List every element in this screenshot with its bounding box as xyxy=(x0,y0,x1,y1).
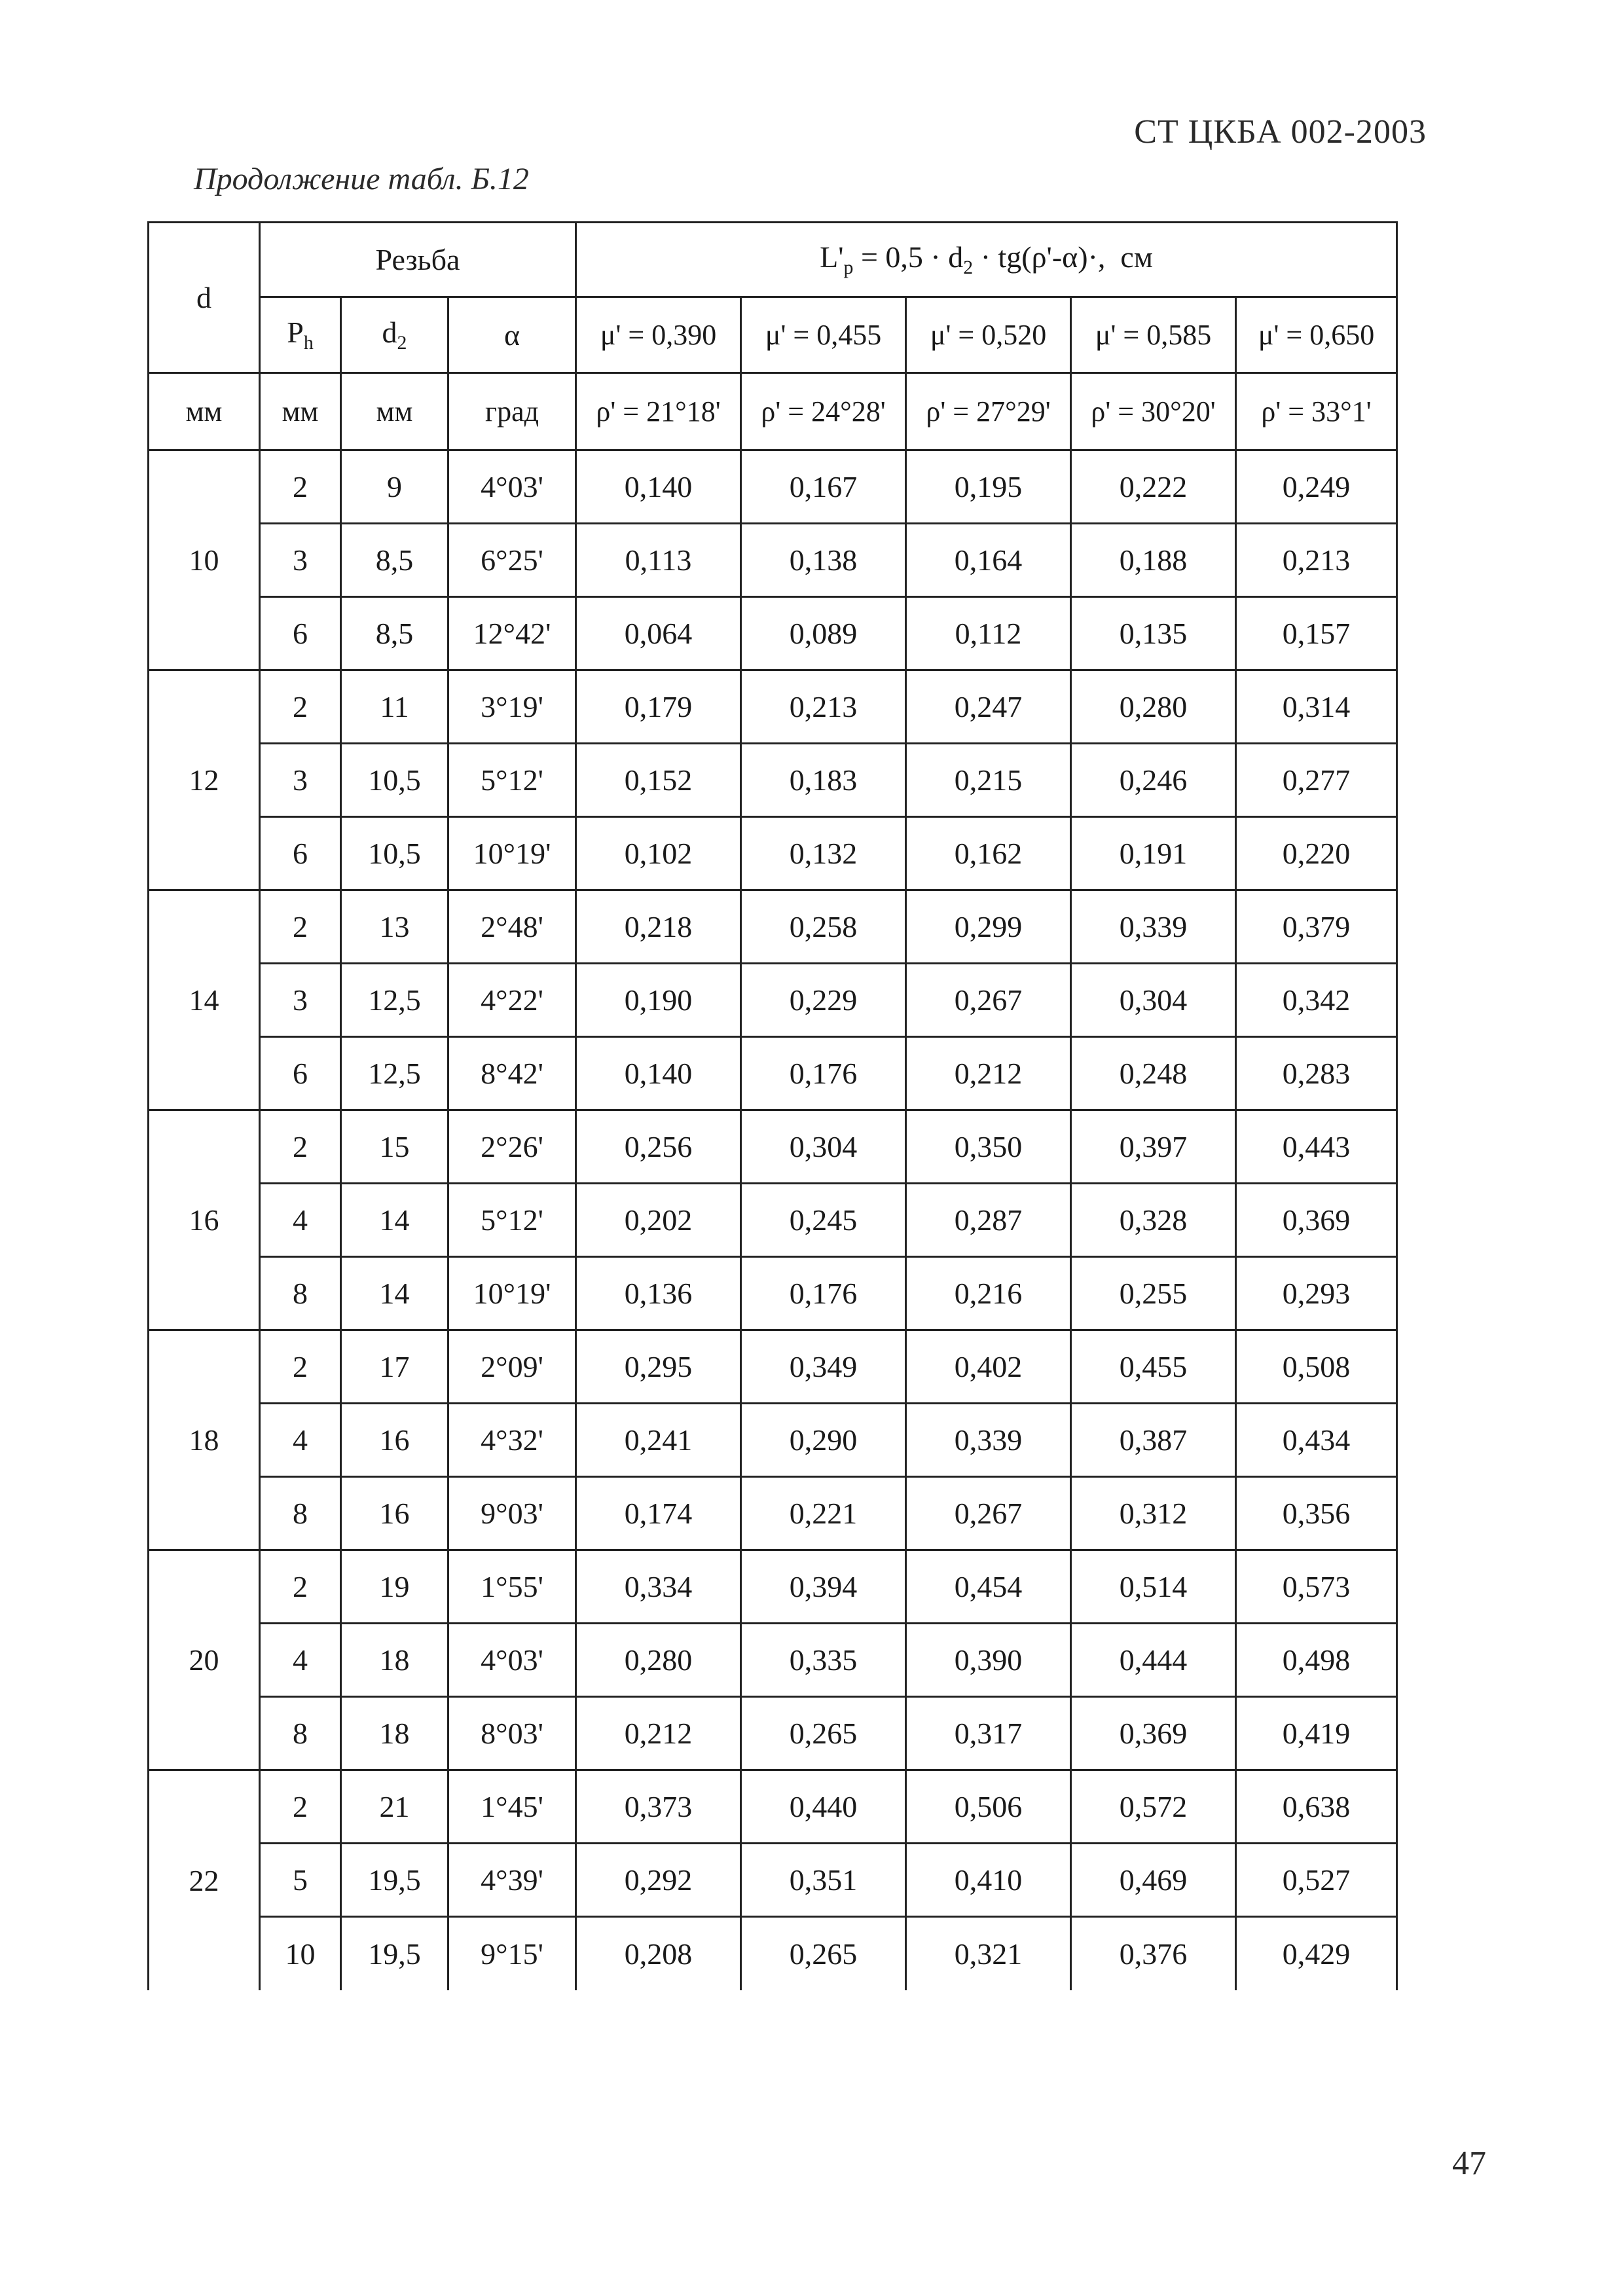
table-row xyxy=(149,597,1397,670)
header-rho-2: ρ' = 24°28' xyxy=(741,373,906,450)
cell-d: 20 xyxy=(149,1550,260,1770)
cell-value-1: 0,190 xyxy=(576,964,741,1037)
friction-table xyxy=(147,221,1398,1990)
cell-value-5: 0,429 xyxy=(1236,1917,1397,1990)
cell-value-4: 0,572 xyxy=(1071,1770,1236,1844)
cell-ph: 2 xyxy=(260,1770,341,1844)
cell-value-4: 0,304 xyxy=(1071,964,1236,1037)
cell-value-3: 0,506 xyxy=(906,1770,1071,1844)
table-row xyxy=(149,1404,1397,1477)
cell-ph: 4 xyxy=(260,1624,341,1697)
cell-d2: 12,5 xyxy=(341,964,448,1037)
cell-alpha: 4°03' xyxy=(448,1624,576,1697)
cell-value-5: 0,213 xyxy=(1236,524,1397,597)
cell-d2: 16 xyxy=(341,1477,448,1550)
cell-value-2: 0,349 xyxy=(741,1330,906,1404)
cell-value-3: 0,390 xyxy=(906,1624,1071,1697)
cell-value-1: 0,202 xyxy=(576,1184,741,1257)
cell-d2: 19,5 xyxy=(341,1844,448,1917)
cell-value-5: 0,369 xyxy=(1236,1184,1397,1257)
cell-alpha: 4°32' xyxy=(448,1404,576,1477)
cell-value-2: 0,167 xyxy=(741,450,906,524)
cell-d: 14 xyxy=(149,890,260,1110)
cell-value-1: 0,136 xyxy=(576,1257,741,1330)
cell-value-2: 0,304 xyxy=(741,1110,906,1184)
cell-value-5: 0,573 xyxy=(1236,1550,1397,1624)
cell-ph: 8 xyxy=(260,1697,341,1770)
table-row xyxy=(149,1624,1397,1697)
cell-ph: 2 xyxy=(260,890,341,964)
cell-value-4: 0,191 xyxy=(1071,817,1236,890)
cell-value-1: 0,292 xyxy=(576,1844,741,1917)
cell-value-5: 0,293 xyxy=(1236,1257,1397,1330)
cell-value-2: 0,258 xyxy=(741,890,906,964)
table-row xyxy=(149,817,1397,890)
cell-value-4: 0,376 xyxy=(1071,1917,1236,1990)
cell-value-5: 0,443 xyxy=(1236,1110,1397,1184)
cell-ph: 2 xyxy=(260,670,341,744)
header-formula: $L'_p = 0,5 \cdot d_2 \cdot tg(\rho'-\alpha)\cdot$, см xyxy=(576,223,1397,297)
cell-ph: 6 xyxy=(260,597,341,670)
table-row xyxy=(149,1110,1397,1184)
cell-d2: 8,5 xyxy=(341,524,448,597)
cell-value-5: 0,314 xyxy=(1236,670,1397,744)
cell-value-2: 0,132 xyxy=(741,817,906,890)
table-row xyxy=(149,524,1397,597)
cell-value-4: 0,135 xyxy=(1071,597,1236,670)
cell-d2: 9 xyxy=(341,450,448,524)
cell-value-2: 0,351 xyxy=(741,1844,906,1917)
cell-d: 10 xyxy=(149,450,260,670)
cell-value-4: 0,246 xyxy=(1071,744,1236,817)
cell-alpha: 8°42' xyxy=(448,1037,576,1110)
cell-value-2: 0,221 xyxy=(741,1477,906,1550)
cell-value-2: 0,229 xyxy=(741,964,906,1037)
cell-alpha: 5°12' xyxy=(448,1184,576,1257)
cell-value-3: 0,454 xyxy=(906,1550,1071,1624)
cell-value-3: 0,162 xyxy=(906,817,1071,890)
table-row xyxy=(149,1697,1397,1770)
cell-value-2: 0,335 xyxy=(741,1624,906,1697)
table-row xyxy=(149,1257,1397,1330)
cell-value-1: 0,113 xyxy=(576,524,741,597)
cell-value-1: 0,140 xyxy=(576,1037,741,1110)
cell-value-4: 0,455 xyxy=(1071,1330,1236,1404)
cell-value-2: 0,089 xyxy=(741,597,906,670)
cell-alpha: 2°09' xyxy=(448,1330,576,1404)
cell-value-1: 0,140 xyxy=(576,450,741,524)
cell-d: 12 xyxy=(149,670,260,890)
cell-value-5: 0,419 xyxy=(1236,1697,1397,1770)
cell-alpha: 2°26' xyxy=(448,1110,576,1184)
cell-value-1: 0,334 xyxy=(576,1550,741,1624)
cell-d2: 19 xyxy=(341,1550,448,1624)
cell-alpha: 8°03' xyxy=(448,1697,576,1770)
cell-value-2: 0,213 xyxy=(741,670,906,744)
cell-value-3: 0,267 xyxy=(906,1477,1071,1550)
cell-d2: 19,5 xyxy=(341,1917,448,1990)
header-mu-3: μ' = 0,520 xyxy=(906,297,1071,373)
cell-d2: 8,5 xyxy=(341,597,448,670)
cell-value-3: 0,350 xyxy=(906,1110,1071,1184)
cell-alpha: 9°03' xyxy=(448,1477,576,1550)
cell-alpha: 4°22' xyxy=(448,964,576,1037)
cell-value-3: 0,299 xyxy=(906,890,1071,964)
cell-alpha: 6°25' xyxy=(448,524,576,597)
cell-value-5: 0,434 xyxy=(1236,1404,1397,1477)
cell-value-3: 0,164 xyxy=(906,524,1071,597)
cell-alpha: 2°48' xyxy=(448,890,576,964)
cell-value-4: 0,255 xyxy=(1071,1257,1236,1330)
cell-ph: 8 xyxy=(260,1477,341,1550)
table-row xyxy=(149,1477,1397,1550)
unit-alpha: град xyxy=(448,373,576,450)
cell-value-3: 0,216 xyxy=(906,1257,1071,1330)
cell-value-4: 0,222 xyxy=(1071,450,1236,524)
cell-value-3: 0,317 xyxy=(906,1697,1071,1770)
cell-alpha: 10°19' xyxy=(448,1257,576,1330)
header-rho-3: ρ' = 27°29' xyxy=(906,373,1071,450)
cell-value-1: 0,179 xyxy=(576,670,741,744)
cell-d2: 21 xyxy=(341,1770,448,1844)
cell-value-4: 0,514 xyxy=(1071,1550,1236,1624)
cell-value-5: 0,508 xyxy=(1236,1330,1397,1404)
cell-alpha: 9°15' xyxy=(448,1917,576,1990)
cell-value-4: 0,280 xyxy=(1071,670,1236,744)
header-row-1 xyxy=(149,223,1397,297)
table-row xyxy=(149,1037,1397,1110)
cell-value-4: 0,188 xyxy=(1071,524,1236,597)
cell-value-3: 0,410 xyxy=(906,1844,1071,1917)
cell-value-4: 0,369 xyxy=(1071,1697,1236,1770)
cell-value-5: 0,527 xyxy=(1236,1844,1397,1917)
cell-value-4: 0,328 xyxy=(1071,1184,1236,1257)
header-rho-5: ρ' = 33°1' xyxy=(1236,373,1397,450)
cell-ph: 2 xyxy=(260,1330,341,1404)
cell-d: 16 xyxy=(149,1110,260,1330)
cell-value-1: 0,212 xyxy=(576,1697,741,1770)
table-row xyxy=(149,450,1397,524)
table-row xyxy=(149,1330,1397,1404)
cell-value-3: 0,339 xyxy=(906,1404,1071,1477)
unit-d: мм xyxy=(149,373,260,450)
header-ph: $P_h$ xyxy=(260,297,341,373)
cell-value-5: 0,356 xyxy=(1236,1477,1397,1550)
cell-ph: 6 xyxy=(260,1037,341,1110)
cell-value-3: 0,402 xyxy=(906,1330,1071,1404)
header-alpha: α xyxy=(448,297,576,373)
cell-value-3: 0,267 xyxy=(906,964,1071,1037)
cell-value-5: 0,638 xyxy=(1236,1770,1397,1844)
cell-ph: 2 xyxy=(260,1110,341,1184)
cell-value-1: 0,102 xyxy=(576,817,741,890)
cell-alpha: 12°42' xyxy=(448,597,576,670)
cell-alpha: 1°45' xyxy=(448,1770,576,1844)
cell-alpha: 4°03' xyxy=(448,450,576,524)
header-rho-4: ρ' = 30°20' xyxy=(1071,373,1236,450)
cell-value-2: 0,394 xyxy=(741,1550,906,1624)
unit-ph: мм xyxy=(260,373,341,450)
cell-value-5: 0,498 xyxy=(1236,1624,1397,1697)
cell-value-3: 0,112 xyxy=(906,597,1071,670)
cell-value-3: 0,247 xyxy=(906,670,1071,744)
cell-d2: 14 xyxy=(341,1184,448,1257)
cell-ph: 2 xyxy=(260,450,341,524)
cell-alpha: 5°12' xyxy=(448,744,576,817)
cell-d2: 17 xyxy=(341,1330,448,1404)
cell-value-4: 0,312 xyxy=(1071,1477,1236,1550)
cell-value-4: 0,339 xyxy=(1071,890,1236,964)
cell-value-1: 0,208 xyxy=(576,1917,741,1990)
cell-alpha: 10°19' xyxy=(448,817,576,890)
cell-d2: 18 xyxy=(341,1624,448,1697)
cell-value-1: 0,241 xyxy=(576,1404,741,1477)
cell-value-2: 0,176 xyxy=(741,1037,906,1110)
unit-d2: мм xyxy=(341,373,448,450)
cell-ph: 8 xyxy=(260,1257,341,1330)
cell-alpha: 1°55' xyxy=(448,1550,576,1624)
cell-value-2: 0,138 xyxy=(741,524,906,597)
table-row xyxy=(149,1844,1397,1917)
cell-alpha: 4°39' xyxy=(448,1844,576,1917)
cell-value-1: 0,174 xyxy=(576,1477,741,1550)
table-caption: Продолжение табл. Б.12 xyxy=(194,162,529,196)
table-row xyxy=(149,964,1397,1037)
cell-ph: 3 xyxy=(260,744,341,817)
cell-value-1: 0,218 xyxy=(576,890,741,964)
cell-value-4: 0,469 xyxy=(1071,1844,1236,1917)
cell-value-2: 0,245 xyxy=(741,1184,906,1257)
cell-ph: 6 xyxy=(260,817,341,890)
cell-value-4: 0,444 xyxy=(1071,1624,1236,1697)
header-mu-4: μ' = 0,585 xyxy=(1071,297,1236,373)
cell-d2: 13 xyxy=(341,890,448,964)
cell-d2: 10,5 xyxy=(341,744,448,817)
cell-d2: 14 xyxy=(341,1257,448,1330)
units-row xyxy=(149,373,1397,450)
header-mu-2: μ' = 0,455 xyxy=(741,297,906,373)
cell-value-5: 0,249 xyxy=(1236,450,1397,524)
cell-d2: 16 xyxy=(341,1404,448,1477)
cell-ph: 3 xyxy=(260,524,341,597)
cell-value-5: 0,157 xyxy=(1236,597,1397,670)
cell-value-1: 0,256 xyxy=(576,1110,741,1184)
cell-d2: 15 xyxy=(341,1110,448,1184)
cell-value-2: 0,176 xyxy=(741,1257,906,1330)
cell-alpha: 3°19' xyxy=(448,670,576,744)
table-row xyxy=(149,1917,1397,1990)
cell-value-3: 0,195 xyxy=(906,450,1071,524)
cell-value-1: 0,280 xyxy=(576,1624,741,1697)
cell-ph: 2 xyxy=(260,1550,341,1624)
cell-value-4: 0,248 xyxy=(1071,1037,1236,1110)
header-mu-1: μ' = 0,390 xyxy=(576,297,741,373)
table-row xyxy=(149,1550,1397,1624)
cell-d2: 11 xyxy=(341,670,448,744)
table-row xyxy=(149,670,1397,744)
cell-value-3: 0,215 xyxy=(906,744,1071,817)
header-rho-1: ρ' = 21°18' xyxy=(576,373,741,450)
cell-ph: 3 xyxy=(260,964,341,1037)
cell-value-5: 0,283 xyxy=(1236,1037,1397,1110)
cell-d2: 18 xyxy=(341,1697,448,1770)
cell-value-3: 0,287 xyxy=(906,1184,1071,1257)
cell-value-2: 0,265 xyxy=(741,1917,906,1990)
header-d2: $d_2$ xyxy=(341,297,448,373)
cell-value-5: 0,342 xyxy=(1236,964,1397,1037)
cell-value-1: 0,152 xyxy=(576,744,741,817)
cell-ph: 5 xyxy=(260,1844,341,1917)
header-thread-group: Резьба xyxy=(260,223,576,297)
cell-value-1: 0,064 xyxy=(576,597,741,670)
cell-value-5: 0,220 xyxy=(1236,817,1397,890)
cell-value-4: 0,397 xyxy=(1071,1110,1236,1184)
cell-ph: 4 xyxy=(260,1404,341,1477)
cell-value-3: 0,212 xyxy=(906,1037,1071,1110)
cell-ph: 4 xyxy=(260,1184,341,1257)
cell-value-4: 0,387 xyxy=(1071,1404,1236,1477)
cell-d2: 10,5 xyxy=(341,817,448,890)
cell-value-2: 0,265 xyxy=(741,1697,906,1770)
page-number: 47 xyxy=(1452,2145,1486,2182)
table-row xyxy=(149,890,1397,964)
cell-value-2: 0,290 xyxy=(741,1404,906,1477)
cell-d: 22 xyxy=(149,1770,260,1990)
cell-value-3: 0,321 xyxy=(906,1917,1071,1990)
cell-ph: 10 xyxy=(260,1917,341,1990)
document-code: СТ ЦКБА 002-2003 xyxy=(1134,113,1427,151)
cell-value-2: 0,440 xyxy=(741,1770,906,1844)
cell-value-5: 0,277 xyxy=(1236,744,1397,817)
cell-d: 18 xyxy=(149,1330,260,1550)
cell-value-5: 0,379 xyxy=(1236,890,1397,964)
table-row xyxy=(149,1770,1397,1844)
header-row-2 xyxy=(149,297,1397,373)
cell-value-1: 0,373 xyxy=(576,1770,741,1844)
cell-value-1: 0,295 xyxy=(576,1330,741,1404)
header-mu-5: μ' = 0,650 xyxy=(1236,297,1397,373)
table-row xyxy=(149,744,1397,817)
cell-d2: 12,5 xyxy=(341,1037,448,1110)
table-row xyxy=(149,1184,1397,1257)
cell-value-2: 0,183 xyxy=(741,744,906,817)
header-d: d xyxy=(149,223,260,373)
